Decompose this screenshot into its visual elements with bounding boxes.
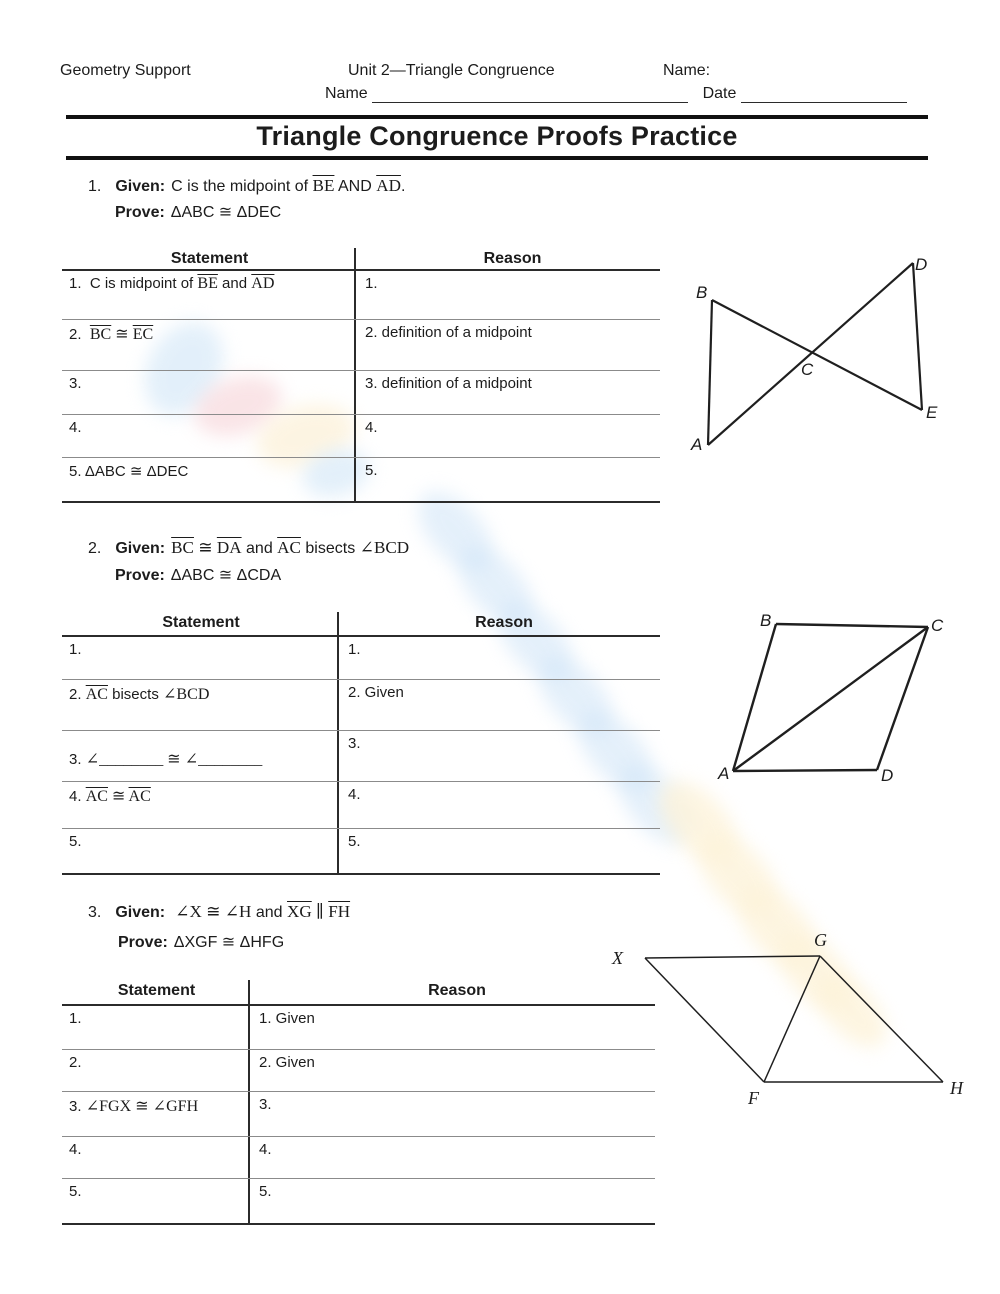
reason-cell bbox=[337, 680, 660, 730]
reason-cell bbox=[248, 1137, 655, 1178]
reason-text: 4. bbox=[365, 419, 378, 436]
problem-1-prove bbox=[115, 202, 281, 222]
statement-cell bbox=[62, 371, 354, 414]
table-header-row bbox=[62, 248, 660, 271]
statement-text: bisects bbox=[107, 686, 163, 703]
reason-cell bbox=[354, 371, 660, 414]
reason-text: 3. bbox=[259, 1096, 272, 1113]
parallel-symbol: ∥ bbox=[311, 902, 329, 921]
table-row bbox=[62, 1050, 655, 1092]
date-field-label: Date bbox=[702, 85, 737, 102]
given-text: AND bbox=[334, 178, 377, 195]
table-row bbox=[62, 271, 660, 320]
segment-EC: $\overline{EC}$ bbox=[132, 326, 154, 343]
statement-text: 2. bbox=[69, 1054, 82, 1071]
problem-3-given bbox=[88, 902, 350, 922]
vertex-label-B: B bbox=[696, 283, 708, 302]
title-rule-top bbox=[66, 115, 928, 119]
reason-cell bbox=[354, 415, 660, 457]
proof-table-2 bbox=[62, 612, 660, 875]
unit-label: Unit 2—Triangle Congruence bbox=[348, 62, 555, 79]
statement-text: 2. bbox=[69, 326, 90, 343]
reason-cell bbox=[354, 458, 660, 501]
problem-1-given bbox=[88, 176, 405, 196]
statement-cell bbox=[62, 320, 354, 370]
title-rule-bottom bbox=[66, 156, 928, 160]
reason-cell bbox=[337, 637, 660, 679]
segment-AC: $\overline{AC}$ bbox=[277, 538, 301, 557]
reason-header: Reason bbox=[354, 248, 660, 269]
reason-header: Reason bbox=[337, 612, 660, 635]
name-field-label: Name bbox=[325, 85, 368, 102]
problem-number: 1. bbox=[88, 178, 102, 195]
table-header-row bbox=[62, 980, 655, 1006]
table-row bbox=[62, 1092, 655, 1137]
given-label: Given: bbox=[115, 178, 166, 195]
vertex-label-C: C bbox=[931, 616, 944, 635]
statement-text: and bbox=[217, 275, 252, 292]
statement-text: 4. bbox=[69, 1141, 82, 1158]
reason-cell bbox=[337, 782, 660, 828]
statement-text: 5. bbox=[69, 833, 82, 850]
figure-2-parallelogram bbox=[712, 602, 952, 792]
statement-header: Statement bbox=[117, 982, 196, 999]
statement-text: 3. bbox=[69, 751, 86, 768]
reason-text: 1. bbox=[348, 641, 361, 658]
table-row bbox=[62, 1179, 655, 1225]
reason-text: 4. bbox=[259, 1141, 272, 1158]
table-row bbox=[62, 829, 660, 875]
problem-2-prove bbox=[115, 565, 281, 585]
statement-cell bbox=[62, 637, 337, 679]
segment-XG: $\overline{XG}$ bbox=[287, 902, 312, 921]
given-label: Given: bbox=[115, 540, 166, 557]
problem-2-given bbox=[88, 538, 409, 558]
congruent-symbol: ≅ bbox=[111, 326, 133, 343]
statement-header: Statement bbox=[170, 250, 249, 267]
statement-cell bbox=[62, 458, 354, 501]
statement-cell bbox=[62, 782, 337, 828]
reason-cell bbox=[354, 320, 660, 370]
proof-table-1 bbox=[62, 248, 660, 503]
prove-text: ΔXGF ≅ ΔHFG bbox=[173, 934, 285, 951]
angle-blanks: ∠________ ≅ ∠________ bbox=[85, 751, 263, 768]
statement-cell bbox=[62, 680, 337, 730]
prove-text: ΔABC ≅ ΔCDA bbox=[170, 567, 282, 584]
reason-header: Reason bbox=[248, 980, 655, 1004]
segment-BE: $\overline{BE}$ bbox=[197, 275, 218, 292]
table-row bbox=[62, 458, 660, 503]
vertex-label-H: H bbox=[950, 1078, 963, 1098]
statement-cell bbox=[62, 731, 337, 781]
segment-AD: $\overline{AD}$ bbox=[376, 176, 401, 195]
reason-cell bbox=[248, 1092, 655, 1136]
statement-header: Statement bbox=[162, 614, 240, 631]
statement-text: 1. bbox=[69, 641, 82, 658]
segment-FH: $\overline{FH}$ bbox=[328, 902, 351, 921]
reason-text: 1. Given bbox=[259, 1010, 315, 1027]
prove-label: Prove: bbox=[115, 567, 165, 584]
vertex-label-A: A bbox=[691, 435, 703, 454]
segment-AC: $\overline{AC}$ bbox=[85, 788, 108, 805]
reason-cell bbox=[248, 1006, 655, 1049]
vertex-label-X: X bbox=[612, 948, 623, 968]
reason-text: 2. Given bbox=[259, 1054, 315, 1071]
vertex-label-E: E bbox=[926, 403, 938, 422]
angle-BCD: ∠BCD bbox=[359, 538, 410, 557]
reason-cell bbox=[337, 829, 660, 873]
segment-AD: $\overline{AD}$ bbox=[251, 275, 275, 292]
reason-text: 1. bbox=[365, 275, 378, 292]
table-row bbox=[62, 415, 660, 458]
page-title: Triangle Congruence Proofs Practice bbox=[256, 121, 738, 151]
segment-BC: $\overline{BC}$ bbox=[171, 538, 194, 557]
reason-text: 5. bbox=[365, 462, 378, 479]
table-row bbox=[62, 371, 660, 415]
vertex-label-D: D bbox=[881, 766, 894, 785]
statement-cell bbox=[62, 1179, 248, 1223]
given-text: . bbox=[400, 178, 406, 195]
statement-text: 5. bbox=[69, 1183, 82, 1200]
date-blank-line bbox=[741, 86, 907, 103]
table-row bbox=[62, 680, 660, 731]
name-date-line bbox=[325, 85, 907, 103]
given-text: bisects bbox=[300, 540, 360, 557]
statement-text: 4. bbox=[69, 419, 82, 436]
reason-text: 3. definition of a midpoint bbox=[365, 375, 532, 392]
vertex-label-D: D bbox=[915, 255, 928, 274]
statement-text: 1. C is midpoint of bbox=[69, 275, 198, 292]
table-header-row bbox=[62, 612, 660, 637]
name-blank-line bbox=[372, 86, 688, 103]
reason-text: 4. bbox=[348, 786, 361, 803]
given-text: C is the midpoint of bbox=[171, 178, 313, 195]
reason-text: 2. definition of a midpoint bbox=[365, 324, 532, 341]
statement-text: 4. bbox=[69, 788, 86, 805]
course-label: Geometry Support bbox=[60, 62, 191, 79]
reason-cell bbox=[337, 731, 660, 781]
congruent-symbol: ≅ bbox=[193, 538, 217, 557]
reason-text: 5. bbox=[259, 1183, 272, 1200]
vertex-label-A: A bbox=[718, 764, 730, 783]
problem-3-prove bbox=[118, 932, 284, 952]
angle-congruence: ∠FGX ≅ ∠GFH bbox=[85, 1098, 199, 1115]
proof-table-3 bbox=[62, 980, 655, 1225]
prove-label: Prove: bbox=[115, 204, 165, 221]
problem-number: 2. bbox=[88, 540, 102, 557]
reason-cell bbox=[248, 1050, 655, 1091]
segment-BC: $\overline{BC}$ bbox=[89, 326, 112, 343]
reason-text: 2. Given bbox=[348, 684, 404, 701]
statement-cell bbox=[62, 1006, 248, 1049]
statement-text: 5. ΔABC ≅ ΔDEC bbox=[69, 463, 189, 480]
table-row bbox=[62, 637, 660, 680]
statement-cell bbox=[62, 1092, 248, 1136]
angle-congruence: ∠X ≅ ∠H bbox=[175, 902, 252, 921]
name-colon-label: Name: bbox=[663, 62, 711, 79]
segment-DA: $\overline{DA}$ bbox=[216, 538, 242, 557]
figure-1-bowtie-triangles bbox=[688, 248, 948, 458]
statement-cell bbox=[62, 415, 354, 457]
table-row bbox=[62, 731, 660, 782]
prove-text: ΔABC ≅ ΔDEC bbox=[170, 204, 282, 221]
angle-BCD: ∠BCD bbox=[163, 686, 210, 703]
statement-cell bbox=[62, 829, 337, 873]
congruent-symbol: ≅ bbox=[107, 788, 129, 805]
problem-number: 3. bbox=[88, 904, 102, 921]
segment-AC: $\overline{AC}$ bbox=[128, 788, 151, 805]
vertex-label-G: G bbox=[814, 930, 827, 950]
reason-text: 5. bbox=[348, 833, 361, 850]
statement-cell bbox=[62, 1050, 248, 1091]
table-row bbox=[62, 1137, 655, 1179]
table-row bbox=[62, 1006, 655, 1050]
statement-text: 2. bbox=[69, 686, 86, 703]
statement-text: 3. bbox=[69, 1098, 86, 1115]
prove-label: Prove: bbox=[118, 934, 168, 951]
given-text: and bbox=[241, 540, 278, 557]
figure-3-twin-triangles bbox=[598, 922, 988, 1112]
statement-cell bbox=[62, 1137, 248, 1178]
statement-text: 3. bbox=[69, 375, 82, 392]
given-label: Given: bbox=[115, 904, 166, 921]
vertex-label-C: C bbox=[801, 360, 814, 379]
reason-cell bbox=[354, 271, 660, 319]
given-text: and bbox=[251, 904, 288, 921]
vertex-label-B: B bbox=[760, 611, 772, 630]
vertex-label-F: F bbox=[748, 1088, 759, 1108]
statement-cell bbox=[62, 271, 354, 319]
reason-text: 3. bbox=[348, 735, 361, 752]
segment-BE: $\overline{BE}$ bbox=[312, 176, 335, 195]
table-row bbox=[62, 320, 660, 371]
table-row bbox=[62, 782, 660, 829]
reason-cell bbox=[248, 1179, 655, 1223]
segment-AC: $\overline{AC}$ bbox=[85, 686, 108, 703]
statement-text: 1. bbox=[69, 1010, 82, 1027]
